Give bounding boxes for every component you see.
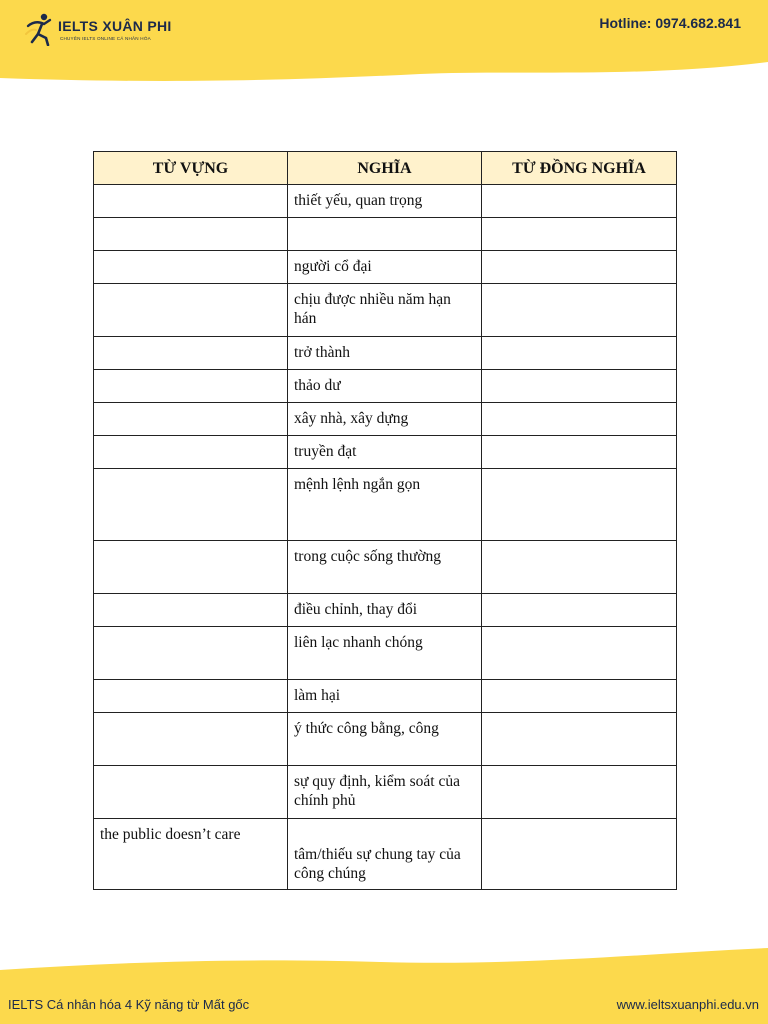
synonym-cell[interactable] xyxy=(482,284,677,337)
page-footer xyxy=(0,940,768,1024)
meaning-cell xyxy=(288,819,482,890)
table-row xyxy=(94,819,677,890)
synonym-cell[interactable] xyxy=(482,594,677,627)
meaning-cell xyxy=(288,218,482,251)
meaning-cell: thiết yếu, quan trọng xyxy=(288,185,482,218)
synonym-cell[interactable] xyxy=(482,680,677,713)
synonym-cell[interactable] xyxy=(482,185,677,218)
hotline-text: Hotline: 0974.682.841 xyxy=(599,15,741,31)
word-cell[interactable] xyxy=(94,594,288,627)
table-row xyxy=(94,436,677,469)
page-header xyxy=(0,0,768,90)
meaning-cell: trở thành xyxy=(288,337,482,370)
table-row xyxy=(94,284,677,337)
synonym-cell[interactable] xyxy=(482,713,677,766)
word-cell[interactable] xyxy=(94,218,288,251)
meaning-cell: liên lạc nhanh chóng xyxy=(288,627,482,680)
meaning-text: tâm/thiếu sự chung tay của công chúng xyxy=(294,846,461,882)
synonym-cell[interactable] xyxy=(482,627,677,680)
table-row xyxy=(94,680,677,713)
meaning-cell: chịu được nhiều năm hạn hán xyxy=(288,284,482,337)
vocabulary-table xyxy=(93,151,677,890)
word-cell[interactable] xyxy=(94,541,288,594)
meaning-cell: người cổ đại xyxy=(288,251,482,284)
synonym-cell[interactable] xyxy=(482,403,677,436)
synonym-cell[interactable] xyxy=(482,251,677,284)
table-row xyxy=(94,594,677,627)
word-cell[interactable] xyxy=(94,185,288,218)
word-cell[interactable] xyxy=(94,337,288,370)
table-row xyxy=(94,185,677,218)
word-cell[interactable] xyxy=(94,627,288,680)
meaning-cell: mệnh lệnh ngắn gọn xyxy=(288,469,482,541)
brand-logo[interactable] xyxy=(24,12,224,46)
synonym-cell[interactable] xyxy=(482,436,677,469)
column-header-meaning: NGHĨA xyxy=(288,152,482,185)
word-cell[interactable] xyxy=(94,436,288,469)
column-header-synonym: TỪ ĐỒNG NGHĨA xyxy=(482,152,677,185)
synonym-cell[interactable] xyxy=(482,541,677,594)
column-header-vocabulary: TỪ VỰNG xyxy=(94,152,288,185)
table-row xyxy=(94,370,677,403)
logo-subtitle: CHUYÊN IELTS ONLINE CÁ NHÂN HÓA xyxy=(60,36,151,41)
footer-course-text: IELTS Cá nhân hóa 4 Kỹ năng từ Mất gốc xyxy=(8,997,250,1012)
synonym-cell[interactable] xyxy=(482,218,677,251)
meaning-cell: điều chỉnh, thay đổi xyxy=(288,594,482,627)
table-row xyxy=(94,469,677,541)
table-row xyxy=(94,766,677,819)
word-cell[interactable] xyxy=(94,766,288,819)
synonym-cell[interactable] xyxy=(482,766,677,819)
synonym-cell[interactable] xyxy=(482,337,677,370)
synonym-cell[interactable] xyxy=(482,469,677,541)
meaning-cell: thảo dư xyxy=(288,370,482,403)
meaning-cell: ý thức công bằng, công xyxy=(288,713,482,766)
meaning-cell: truyền đạt xyxy=(288,436,482,469)
meaning-cell: sự quy định, kiểm soát của chính phủ xyxy=(288,766,482,819)
meaning-cell: trong cuộc sống thường xyxy=(288,541,482,594)
synonym-cell[interactable] xyxy=(482,819,677,890)
table-row xyxy=(94,403,677,436)
meaning-cell: xây nhà, xây dựng xyxy=(288,403,482,436)
word-cell[interactable] xyxy=(94,284,288,337)
table-row xyxy=(94,251,677,284)
table-row xyxy=(94,713,677,766)
table-row xyxy=(94,541,677,594)
meaning-cell: làm hại xyxy=(288,680,482,713)
table-row xyxy=(94,218,677,251)
word-cell[interactable] xyxy=(94,251,288,284)
word-cell[interactable] xyxy=(94,469,288,541)
word-cell[interactable]: the public doesn’t care xyxy=(94,819,288,890)
word-cell[interactable] xyxy=(94,370,288,403)
table-row xyxy=(94,627,677,680)
synonym-cell[interactable] xyxy=(482,370,677,403)
logo-title: IELTS XUÂN PHI xyxy=(58,18,172,34)
table-row xyxy=(94,337,677,370)
runner-logo-icon xyxy=(24,12,56,46)
footer-website-link[interactable]: www.ieltsxuanphi.edu.vn xyxy=(616,997,759,1012)
word-cell[interactable] xyxy=(94,713,288,766)
table-header-row xyxy=(94,152,677,185)
word-cell[interactable] xyxy=(94,680,288,713)
word-cell[interactable] xyxy=(94,403,288,436)
